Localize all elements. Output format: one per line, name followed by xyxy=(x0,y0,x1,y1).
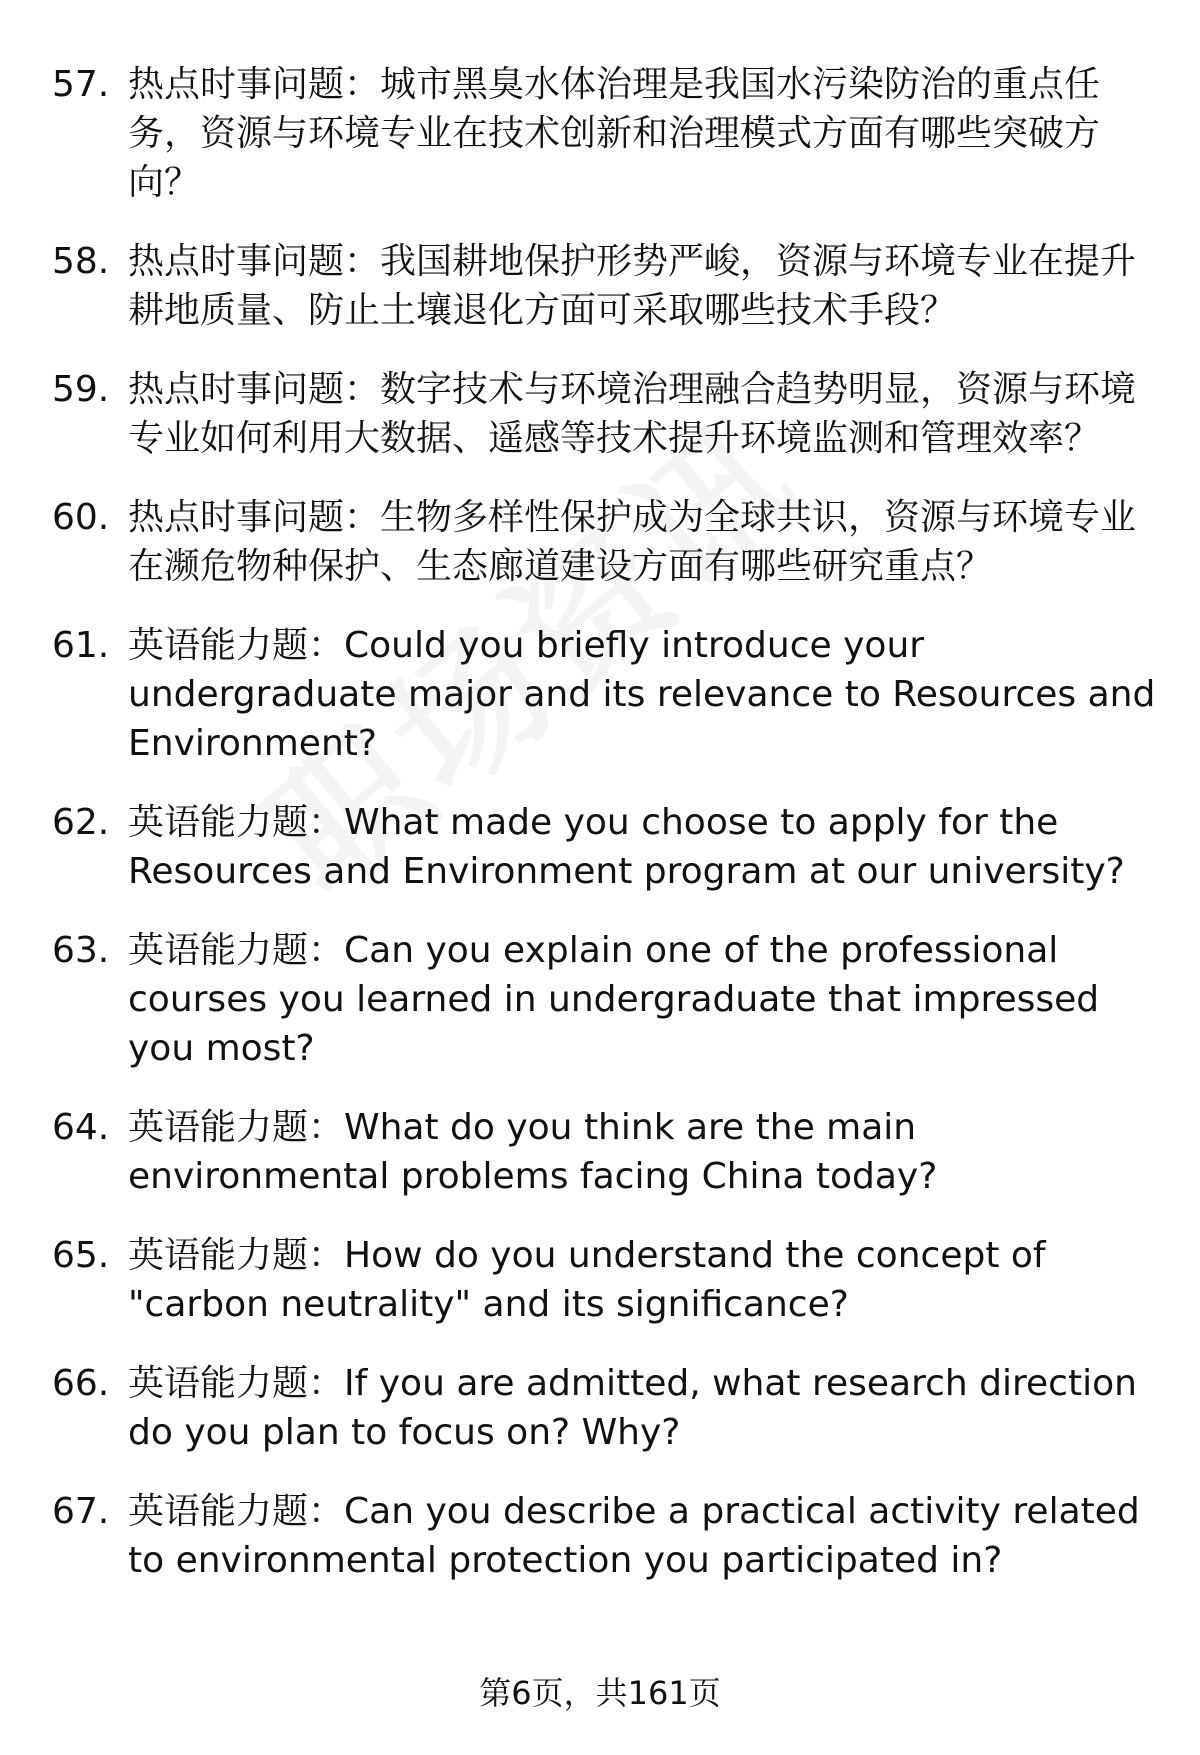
page-footer xyxy=(0,1668,1200,1714)
question-text: 英语能力题：What do you think are the main environmental problems facing China today? xyxy=(128,1107,938,1197)
question-item-66 xyxy=(0,1359,1200,1457)
question-number: 63. xyxy=(52,930,110,971)
question-text: 热点时事问题：数字技术与环境治理融合趋势明显，资源与环境专业如何利用大数据、遥感等技术提升环境监测和管理效率？ xyxy=(128,369,1137,459)
question-item-59 xyxy=(0,365,1200,463)
question-text: 英语能力题：How do you understand the concept of "carbon neutrality" and its significance? xyxy=(128,1235,1046,1325)
question-item-58 xyxy=(0,237,1200,335)
question-number: 59. xyxy=(52,369,110,410)
question-text: 热点时事问题：我国耕地保护形势严峻，资源与环境专业在提升耕地质量、防止土壤退化方面可采取哪些技术手段？ xyxy=(128,241,1137,331)
question-text: 英语能力题：Could you briefly introduce your undergraduate major and its relevance to Resources and Environment? xyxy=(128,625,1156,764)
question-number: 60. xyxy=(52,497,110,538)
question-text: 热点时事问题：生物多样性保护成为全球共识，资源与环境专业在濒危物种保护、生态廊道建设方面有哪些研究重点？ xyxy=(128,497,1137,587)
question-item-61 xyxy=(0,621,1200,768)
question-text: 英语能力题：If you are admitted, what research direction do you plan to focus on? Why? xyxy=(128,1363,1137,1453)
question-number: 67. xyxy=(52,1491,110,1532)
question-list xyxy=(0,60,1200,1615)
question-item-62 xyxy=(0,798,1200,896)
question-number: 61. xyxy=(52,625,110,666)
question-text: 热点时事问题：城市黑臭水体治理是我国水污染防治的重点任务，资源与环境专业在技术创新和治理模式方面有哪些突破方向？ xyxy=(128,64,1101,203)
page-number-label: 第6页，共161页 xyxy=(479,1674,721,1712)
question-item-57 xyxy=(0,60,1200,207)
question-item-65 xyxy=(0,1231,1200,1329)
question-number: 64. xyxy=(52,1107,110,1148)
question-number: 58. xyxy=(52,241,110,282)
question-item-63 xyxy=(0,926,1200,1073)
question-text: 英语能力题：Can you describe a practical activity related to environmental protection you participated in? xyxy=(128,1491,1140,1581)
question-number: 57. xyxy=(52,64,110,105)
question-number: 66. xyxy=(52,1363,110,1404)
question-text: 英语能力题：What made you choose to apply for the Resources and Environment program at our university? xyxy=(128,802,1125,892)
question-number: 65. xyxy=(52,1235,110,1276)
question-item-67 xyxy=(0,1487,1200,1585)
question-item-60 xyxy=(0,493,1200,591)
question-number: 62. xyxy=(52,802,110,843)
question-text: 英语能力题：Can you explain one of the professional courses you learned in undergraduate that impressed you most? xyxy=(128,930,1100,1069)
question-item-64 xyxy=(0,1103,1200,1201)
